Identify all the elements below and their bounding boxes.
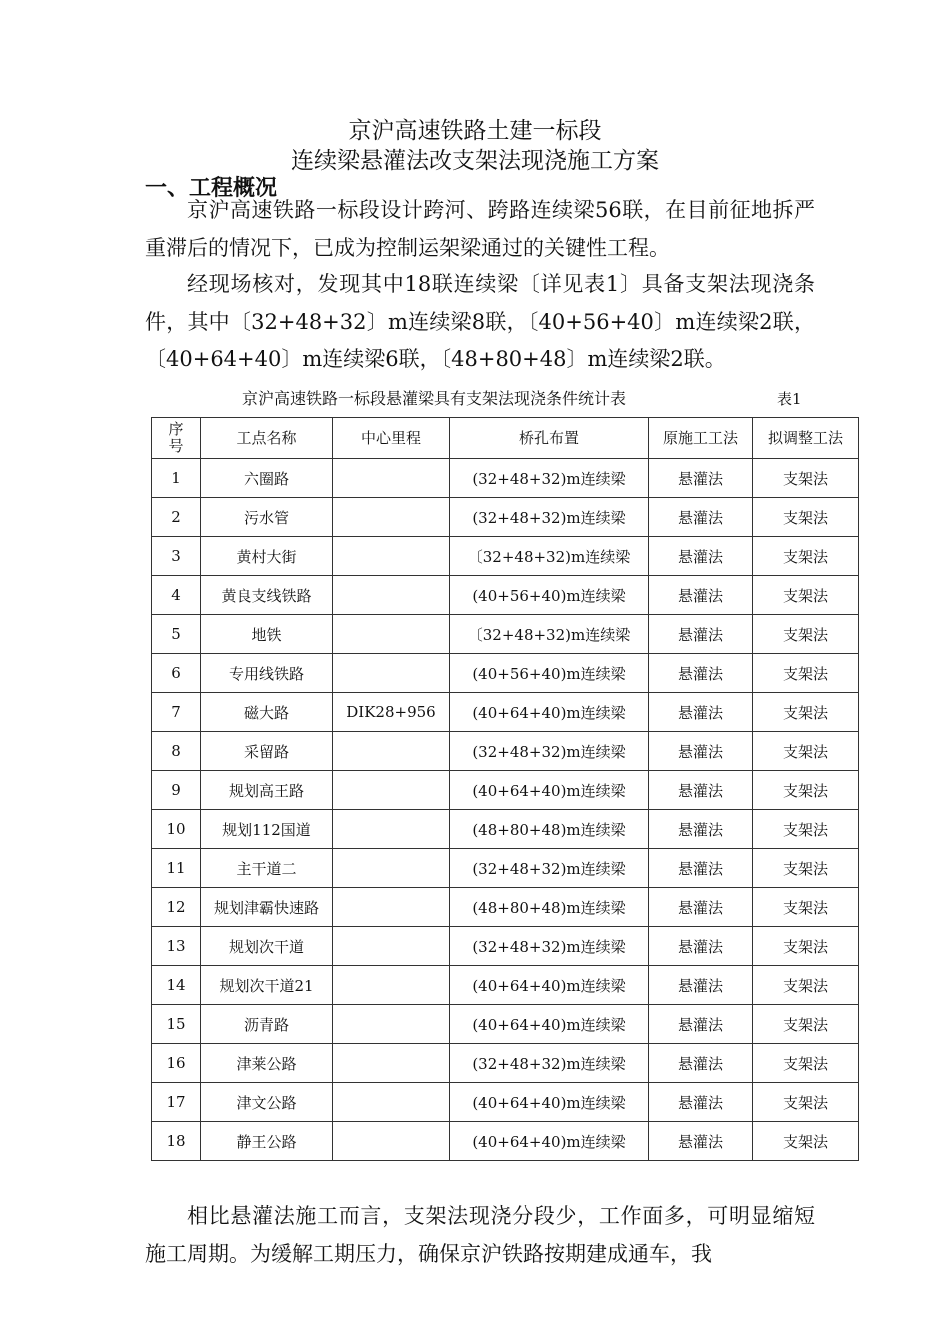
cell-center-mileage [333, 576, 450, 615]
cell-proposed-method: 支架法 [753, 1122, 859, 1161]
cell-proposed-method: 支架法 [753, 459, 859, 498]
cell-site-name: 静王公路 [201, 1122, 333, 1161]
header-span-layout: 桥孔布置 [450, 418, 649, 459]
cell-original-method: 悬灌法 [649, 1044, 753, 1083]
cell-center-mileage [333, 810, 450, 849]
cell-proposed-method: 支架法 [753, 771, 859, 810]
header-original-method: 原施工工法 [649, 418, 753, 459]
cell-span-layout: (32+48+32)m连续梁 [450, 927, 649, 966]
cell-span-layout: (48+80+48)m连续梁 [450, 810, 649, 849]
table-row [152, 849, 859, 888]
cell-original-method: 悬灌法 [649, 1083, 753, 1122]
cell-site-name: 采留路 [201, 732, 333, 771]
cell-seq: 1 [152, 459, 201, 498]
cell-original-method: 悬灌法 [649, 732, 753, 771]
cell-seq: 17 [152, 1083, 201, 1122]
paragraph-2: 经现场核对，发现其中18联连续梁〔详见表1〕具备支架法现浇条件，其中〔32+48+32〕m连续梁8联，〔40+56+40〕m连续梁2联，〔40+64+40〕m连续梁6联，〔48+80+48〕m连续梁2联。 [145, 272, 815, 371]
cell-original-method: 悬灌法 [649, 966, 753, 1005]
cell-seq: 12 [152, 888, 201, 927]
cell-span-layout: (32+48+32)m连续梁 [450, 732, 649, 771]
cell-seq: 8 [152, 732, 201, 771]
table-body [152, 459, 859, 1161]
table-row [152, 693, 859, 732]
cell-span-layout: 〔32+48+32)m连续梁 [450, 615, 649, 654]
cell-center-mileage [333, 459, 450, 498]
cell-proposed-method: 支架法 [753, 1005, 859, 1044]
table-row [152, 771, 859, 810]
cell-original-method: 悬灌法 [649, 498, 753, 537]
header-proposed-method: 拟调整工法 [753, 418, 859, 459]
table-row [152, 927, 859, 966]
cell-seq: 4 [152, 576, 201, 615]
cell-center-mileage [333, 537, 450, 576]
cell-span-layout: (48+80+48)m连续梁 [450, 888, 649, 927]
cell-center-mileage [333, 615, 450, 654]
section-heading: 一、工程概况 [145, 176, 278, 201]
cell-seq: 2 [152, 498, 201, 537]
table-row [152, 537, 859, 576]
table-number: 表1 [777, 390, 802, 408]
cell-original-method: 悬灌法 [649, 771, 753, 810]
cell-original-method: 悬灌法 [649, 927, 753, 966]
cell-proposed-method: 支架法 [753, 888, 859, 927]
table-row [152, 459, 859, 498]
cell-original-method: 悬灌法 [649, 849, 753, 888]
table-row [152, 732, 859, 771]
cell-seq: 3 [152, 537, 201, 576]
cell-span-layout: (40+64+40)m连续梁 [450, 693, 649, 732]
cell-original-method: 悬灌法 [649, 459, 753, 498]
cell-proposed-method: 支架法 [753, 1044, 859, 1083]
cell-original-method: 悬灌法 [649, 888, 753, 927]
cell-span-layout: (32+48+32)m连续梁 [450, 498, 649, 537]
cell-original-method: 悬灌法 [649, 810, 753, 849]
table-row [152, 1083, 859, 1122]
document-title-line2: 连续梁悬灌法改支架法现浇施工方案 [291, 148, 659, 174]
cell-center-mileage [333, 888, 450, 927]
cell-site-name: 污水管 [201, 498, 333, 537]
cell-original-method: 悬灌法 [649, 537, 753, 576]
table-header-row [152, 418, 859, 459]
paragraph-3: 相比悬灌法施工而言，支架法现浇分段少，工作面多，可明显缩短施工周期。为缓解工期压力，确保京沪铁路按期建成通车，我 [145, 1204, 815, 1266]
cell-span-layout: (40+64+40)m连续梁 [450, 1083, 649, 1122]
cell-original-method: 悬灌法 [649, 1122, 753, 1161]
paragraph-1: 京沪高速铁路一标段设计跨河、跨路连续梁56联，在目前征地拆严重滞后的情况下，已成为控制运架梁通过的关键性工程。 [145, 198, 815, 260]
cell-original-method: 悬灌法 [649, 654, 753, 693]
cell-seq: 15 [152, 1005, 201, 1044]
cell-seq: 10 [152, 810, 201, 849]
cell-site-name: 黄村大街 [201, 537, 333, 576]
cell-proposed-method: 支架法 [753, 927, 859, 966]
table-caption: 京沪高速铁路一标段悬灌梁具有支架法现浇条件统计表 [242, 389, 627, 408]
cell-original-method: 悬灌法 [649, 1005, 753, 1044]
cell-site-name: 规划112国道 [201, 810, 333, 849]
cell-proposed-method: 支架法 [753, 498, 859, 537]
cell-seq: 7 [152, 693, 201, 732]
cell-proposed-method: 支架法 [753, 693, 859, 732]
cell-span-layout: (40+64+40)m连续梁 [450, 1005, 649, 1044]
table-row [152, 1044, 859, 1083]
cell-center-mileage [333, 927, 450, 966]
header-seq [152, 418, 201, 459]
table-row [152, 654, 859, 693]
cell-span-layout: (32+48+32)m连续梁 [450, 459, 649, 498]
cell-span-layout: (40+56+40)m连续梁 [450, 654, 649, 693]
header-seq-label: 序号 [168, 420, 184, 455]
cell-center-mileage: DIK28+956 [333, 693, 450, 732]
cell-site-name: 地铁 [201, 615, 333, 654]
cell-proposed-method: 支架法 [753, 810, 859, 849]
cell-proposed-method: 支架法 [753, 849, 859, 888]
cell-site-name: 规划高王路 [201, 771, 333, 810]
cell-center-mileage [333, 1122, 450, 1161]
table-row [152, 576, 859, 615]
cell-center-mileage [333, 1083, 450, 1122]
cell-center-mileage [333, 771, 450, 810]
cell-site-name: 津莱公路 [201, 1044, 333, 1083]
cell-site-name: 津文公路 [201, 1083, 333, 1122]
table-row [152, 1005, 859, 1044]
cell-site-name: 磁大路 [201, 693, 333, 732]
cell-span-layout: (32+48+32)m连续梁 [450, 1044, 649, 1083]
statistics-table [151, 417, 859, 1161]
cell-seq: 16 [152, 1044, 201, 1083]
table-row [152, 498, 859, 537]
cell-seq: 11 [152, 849, 201, 888]
cell-seq: 18 [152, 1122, 201, 1161]
cell-proposed-method: 支架法 [753, 654, 859, 693]
cell-site-name: 主干道二 [201, 849, 333, 888]
header-center-mileage: 中心里程 [333, 418, 450, 459]
document-title-line1: 京沪高速铁路土建一标段 [348, 118, 602, 144]
cell-original-method: 悬灌法 [649, 693, 753, 732]
table-row [152, 888, 859, 927]
cell-site-name: 六圈路 [201, 459, 333, 498]
cell-original-method: 悬灌法 [649, 576, 753, 615]
cell-seq: 14 [152, 966, 201, 1005]
cell-proposed-method: 支架法 [753, 615, 859, 654]
table-row [152, 966, 859, 1005]
cell-center-mileage [333, 498, 450, 537]
cell-proposed-method: 支架法 [753, 537, 859, 576]
cell-site-name: 规划次干道 [201, 927, 333, 966]
cell-site-name: 规划津霸快速路 [201, 888, 333, 927]
cell-center-mileage [333, 732, 450, 771]
cell-site-name: 规划次干道21 [201, 966, 333, 1005]
cell-original-method: 悬灌法 [649, 615, 753, 654]
cell-seq: 9 [152, 771, 201, 810]
cell-site-name: 黄良支线铁路 [201, 576, 333, 615]
cell-center-mileage [333, 849, 450, 888]
cell-center-mileage [333, 1005, 450, 1044]
header-site-name: 工点名称 [201, 418, 333, 459]
cell-span-layout: (40+64+40)m连续梁 [450, 966, 649, 1005]
cell-proposed-method: 支架法 [753, 966, 859, 1005]
cell-proposed-method: 支架法 [753, 1083, 859, 1122]
cell-site-name: 沥青路 [201, 1005, 333, 1044]
cell-span-layout: (40+56+40)m连续梁 [450, 576, 649, 615]
cell-proposed-method: 支架法 [753, 576, 859, 615]
table-row [152, 1122, 859, 1161]
cell-center-mileage [333, 1044, 450, 1083]
cell-span-layout: (40+64+40)m连续梁 [450, 771, 649, 810]
cell-seq: 6 [152, 654, 201, 693]
cell-span-layout: (40+64+40)m连续梁 [450, 1122, 649, 1161]
table-row [152, 615, 859, 654]
table-row [152, 810, 859, 849]
cell-center-mileage [333, 654, 450, 693]
cell-span-layout: (32+48+32)m连续梁 [450, 849, 649, 888]
cell-site-name: 专用线铁路 [201, 654, 333, 693]
cell-center-mileage [333, 966, 450, 1005]
cell-seq: 13 [152, 927, 201, 966]
cell-span-layout: 〔32+48+32)m连续梁 [450, 537, 649, 576]
cell-proposed-method: 支架法 [753, 732, 859, 771]
cell-seq: 5 [152, 615, 201, 654]
